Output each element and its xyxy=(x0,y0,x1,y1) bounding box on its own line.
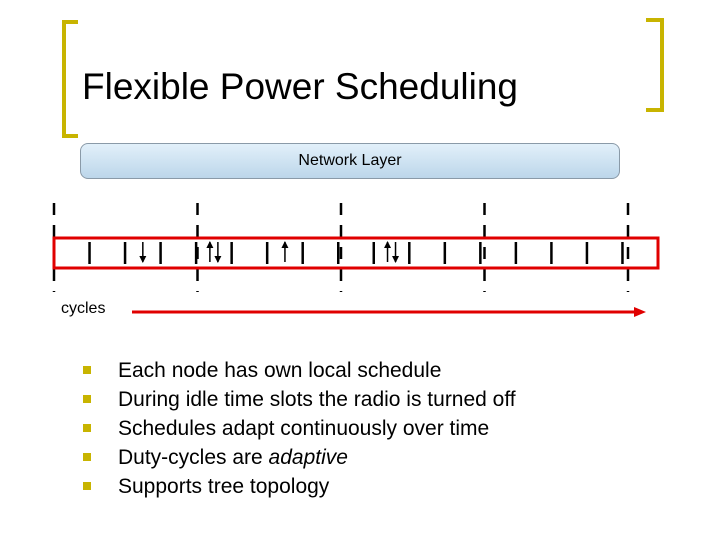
cycles-arrowhead-icon xyxy=(634,307,646,317)
bullet-square-icon xyxy=(83,395,91,403)
down-arrowhead xyxy=(139,256,146,263)
down-arrowhead xyxy=(214,256,221,263)
cycles-label: cycles xyxy=(61,300,106,317)
bullet-list xyxy=(80,356,516,501)
bullet-square-icon xyxy=(83,482,91,490)
bullet-square-icon xyxy=(83,453,91,461)
up-arrowhead xyxy=(206,241,213,248)
up-arrowhead xyxy=(384,241,391,248)
slide-title: Flexible Power Scheduling xyxy=(82,66,519,107)
bullet-item: Schedules adapt continuously over time xyxy=(80,414,516,443)
down-arrowhead xyxy=(392,256,399,263)
bullet-item: Duty-cycles are adaptive xyxy=(80,443,516,472)
network-layer-label: Network Layer xyxy=(298,152,402,169)
up-arrowhead xyxy=(281,241,288,248)
bullet-square-icon xyxy=(83,366,91,374)
bullet-item: During idle time slots the radio is turned off xyxy=(80,385,516,414)
bullet-square-icon xyxy=(83,424,91,432)
bullet-item: Supports tree topology xyxy=(80,472,516,501)
bullet-item: Each node has own local schedule xyxy=(80,356,516,385)
timeline-frame xyxy=(54,238,658,268)
